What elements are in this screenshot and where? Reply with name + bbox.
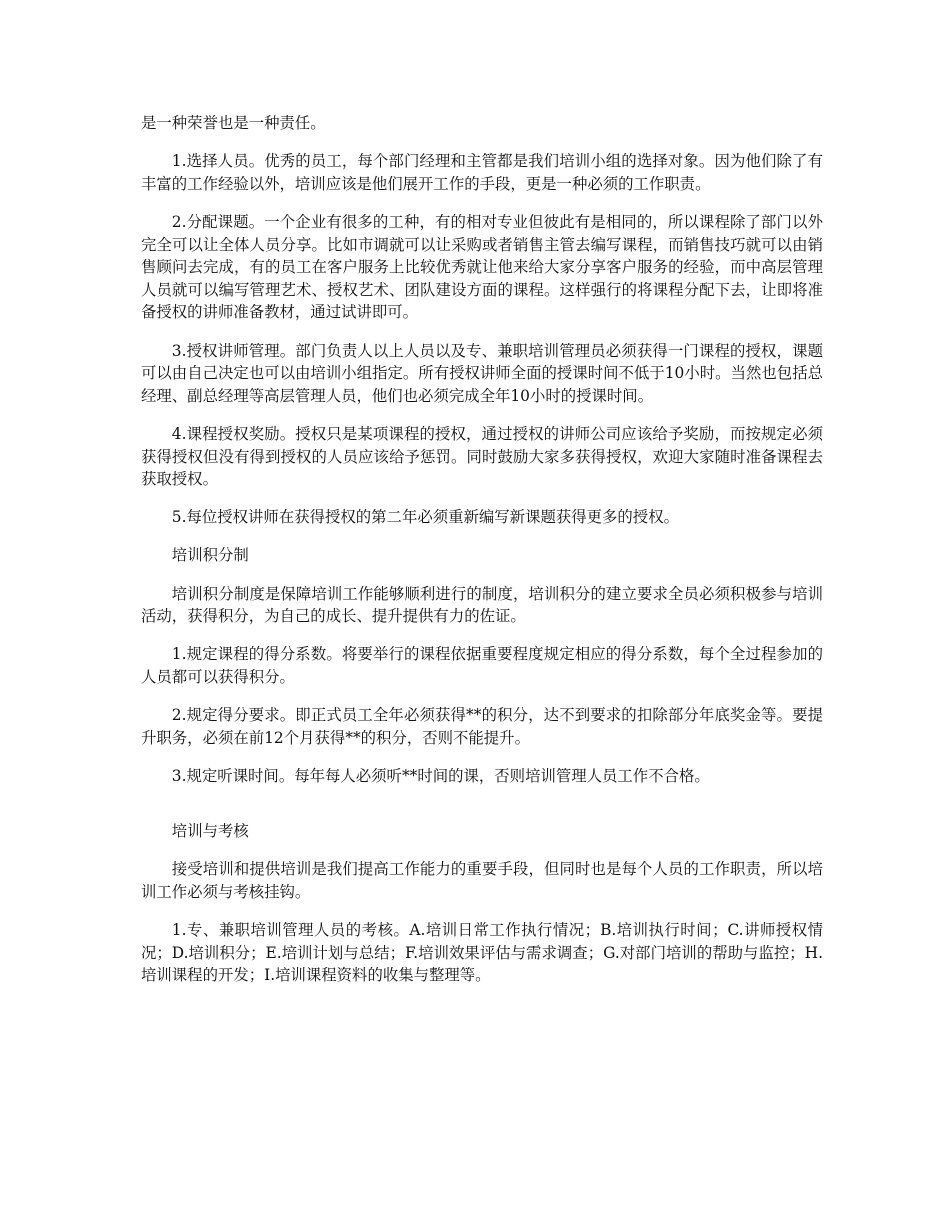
paragraph-lecturer-management: 3.授权讲师管理。部门负责人以上人员以及专、兼职培训管理员必须获得一门课程的授权，课题可以由自己决定也可以由培训小组指定。所有授权讲师全面的授课时间不低于10小时。当然也包括总经理、副总经理等高层管理人员，他们也必须完成全年10小时的授课时间。	[141, 341, 823, 405]
paragraph-manager-assessment: 1.专、兼职培训管理人员的考核。A.培训日常工作执行情况；B.培训执行时间；C.讲师授权情况；D.培训积分；E.培训计划与总结；F.培训效果评估与需求调查；G.对部门培训的帮助与监控；H.培训课程的开发；I.培训课程资料的收集与整理等。	[141, 921, 823, 985]
document-page	[141, 112, 823, 1003]
section-spacer	[141, 803, 823, 820]
paragraph-points-intro: 培训积分制度是保障培训工作能够顺利进行的制度，培训积分的建立要求全员必须积极参与培训活动，获得积分，为自己的成长、提升提供有力的佐证。	[141, 584, 823, 626]
paragraph-score-requirement: 2.规定得分要求。即正式员工全年必须获得**的积分，达不到要求的扣除部分年底奖金等。要提升职务，必须在前12个月获得**的积分，否则不能提升。	[141, 706, 823, 747]
paragraph-authorization-reward: 4.课程授权奖励。授权只是某项课程的授权，通过授权的讲师公司应该给予奖励，而按规定必须获得授权但没有得到授权的人员应该给予惩罚。同时鼓励大家多获得授权，欢迎大家随时准备课程去获取授权。	[141, 424, 823, 489]
paragraph-second-year-rule: 5.每位授权讲师在获得授权的第二年必须重新编写新课题获得更多的授权。	[171, 508, 679, 527]
paragraph-select-staff: 1.选择人员。优秀的员工，每个部门经理和主管都是我们培训小组的选择对象。因为他们除了有丰富的工作经验以外，培训应该是他们展开工作的手段，更是一种必须的工作职责。	[141, 152, 823, 193]
paragraph-attendance-time: 3.规定听课时间。每年每人必须听**时间的课，否则培训管理人员工作不合格。	[171, 767, 710, 785]
paragraph-score-coefficient: 1.规定课程的得分系数。将要举行的课程依据重要程度规定相应的得分系数，每个全过程参加的人员都可以获得积分。	[141, 645, 823, 687]
section-heading-points-system: 培训积分制	[171, 546, 249, 565]
section-heading-training-assessment: 培训与考核	[171, 822, 249, 841]
paragraph-assign-topics: 2.分配课题。一个企业有很多的工种，有的相对专业但彼此有是相同的，所以课程除了部门以外完全可以让全体人员分享。比如市调就可以让采购或者销售主管去编写课程，而销售技巧就可以由销售顾问去完成，有的员工在客户服务上比较优秀就让他来给大家分享客户服务的经验，而中高层管理人员就可以编写管理艺术、授权艺术、团队建设方面的课程。这样强行的将课程分配下去，让即将准备授权的讲师准备教材，通过试讲即可。	[141, 212, 823, 322]
paragraph-continuation: 是一种荣誉也是一种责任。	[141, 114, 326, 132]
paragraph-assessment-intro: 接受培训和提供培训是我们提高工作能力的重要手段，但同时也是每个人员的工作职责，所以培训工作必须与考核挂钩。	[141, 860, 823, 901]
